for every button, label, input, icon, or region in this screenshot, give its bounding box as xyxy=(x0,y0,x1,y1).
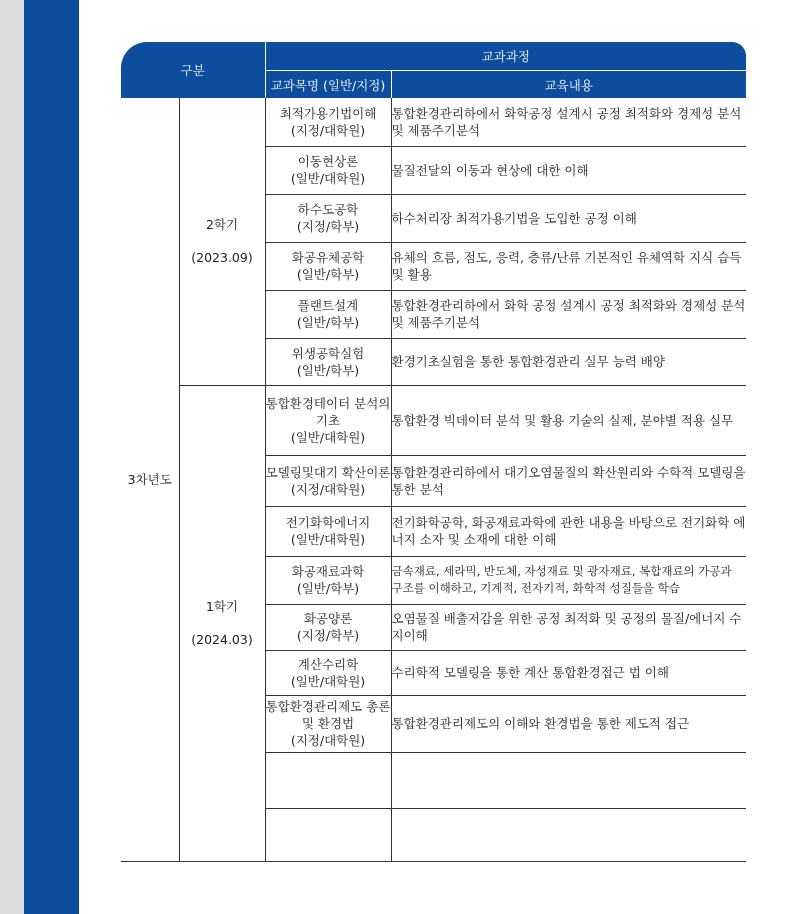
course-name: 하수도공학 xyxy=(297,202,359,217)
course-cell xyxy=(265,290,391,338)
table-row xyxy=(121,98,746,146)
course-tag: (지정/대학원) xyxy=(290,122,366,138)
course-cell xyxy=(265,338,391,385)
semester-date: (2024.03) xyxy=(191,632,253,647)
course-tag: (일반/학부) xyxy=(296,267,360,282)
course-content: 유체의 흐름, 점도, 응력, 층류/난류 기본적인 유체역학 지식 습득 및 활용 xyxy=(391,242,746,290)
year-cell: 3차년도 xyxy=(121,98,179,861)
course-tag: (지정/대학원) xyxy=(290,481,366,497)
semester-name: 2학기 xyxy=(205,217,239,233)
course-tag: (일반/대학원) xyxy=(290,532,366,547)
course-name: 통합환경관리제도 총론 및 환경법 xyxy=(265,699,391,731)
course-name: 플랜트설계 xyxy=(297,298,359,313)
course-name: 위생공학실험 xyxy=(291,345,365,361)
course-cell xyxy=(265,385,391,455)
side-gray-strip xyxy=(0,0,24,914)
course-content: 통합환경관리제도의 이해와 환경법을 통한 제도적 접근 xyxy=(391,695,746,752)
course-tag: (일반/학부) xyxy=(296,362,360,378)
course-cell xyxy=(265,194,391,242)
content-cell-empty xyxy=(391,808,746,861)
course-content: 통합환경 빅데이터 분석 및 활용 기술의 실제, 분야별 적용 실무 xyxy=(391,385,746,455)
course-tag: (지정/학부) xyxy=(296,219,360,234)
course-name: 계산수리학 xyxy=(297,656,359,672)
semester-cell xyxy=(179,385,265,861)
course-tag: (지정/학부) xyxy=(296,628,360,643)
course-cell xyxy=(265,146,391,194)
course-cell xyxy=(265,650,391,695)
course-content: 환경기초실험을 통한 통합환경관리 실무 능력 배양 xyxy=(391,338,746,385)
course-cell xyxy=(265,695,391,752)
course-content: 통합환경관리하에서 화학공정 설계시 공정 최적화와 경제성 분석 및 제품주기분석 xyxy=(391,98,746,146)
course-tag: (일반/대학원) xyxy=(290,429,366,445)
course-name: 통합환경테이터 분석의 기초 xyxy=(265,395,391,428)
course-name: 이동현상론 xyxy=(297,154,359,169)
course-tag: (일반/대학원) xyxy=(290,171,366,186)
semester-cell xyxy=(179,98,265,385)
course-cell-empty xyxy=(265,752,391,808)
course-content: 오염물질 배출저감을 위한 공정 최적화 및 공정의 물질/에너지 수지이해 xyxy=(391,604,746,650)
header-course-name: 교과목명 (일반/지정) xyxy=(265,71,391,99)
course-cell-empty xyxy=(265,808,391,861)
course-name: 전기화학에너지 xyxy=(285,515,371,530)
course-name: 모델링및대기 확산이론 xyxy=(265,464,391,480)
course-name: 화공재료과학 xyxy=(291,564,365,579)
course-content: 수리학적 모델링을 통한 계산 통합환경접근 법 이해 xyxy=(391,650,746,695)
side-blue-bar xyxy=(24,0,79,914)
course-tag: (일반/대학원) xyxy=(290,673,366,689)
content-cell-empty xyxy=(391,752,746,808)
course-content: 금속재료, 세라믹, 반도체, 자성재료 및 광자재료, 복합재료의 가공과 구조를 이해하고, 기계적, 전자기적, 화학적 성질들을 학습 xyxy=(391,556,746,604)
course-content: 통합환경관리하에서 화학 공정 설계시 공정 최적화와 경제성 분석 및 제품주기분석 xyxy=(391,290,746,338)
course-content: 하수처리장 최적가용기법을 도입한 공정 이해 xyxy=(391,194,746,242)
course-cell xyxy=(265,604,391,650)
course-cell xyxy=(265,98,391,146)
course-cell xyxy=(265,455,391,506)
header-content: 교육내용 xyxy=(391,71,746,99)
course-name: 화공양론 xyxy=(303,611,353,626)
semester-date: (2023.09) xyxy=(191,250,253,266)
course-cell xyxy=(265,242,391,290)
course-tag: (지정/대학원) xyxy=(290,733,366,748)
course-cell xyxy=(265,556,391,604)
course-content: 통합환경관리하에서 대기오염물질의 확산원리와 수학적 모델링을 통한 분석 xyxy=(391,455,746,506)
course-name: 화공유체공학 xyxy=(291,250,365,265)
table-row xyxy=(121,385,746,455)
header-curriculum: 교과과정 xyxy=(265,42,746,71)
course-tag: (일반/학부) xyxy=(296,315,360,330)
course-cell xyxy=(265,506,391,556)
curriculum-table xyxy=(121,42,746,862)
header-gubun: 구분 xyxy=(121,42,265,98)
course-name: 최적가용기법이해 xyxy=(279,105,377,121)
course-tag: (일반/학부) xyxy=(296,581,360,596)
course-content: 물질전달의 이동과 현상에 대한 이해 xyxy=(391,146,746,194)
semester-name: 1학기 xyxy=(205,599,239,614)
course-content: 전기화학공학, 화공재료과학에 관한 내용을 바탕으로 전기화학 에너지 소자 및 소재에 대한 이해 xyxy=(391,506,746,556)
